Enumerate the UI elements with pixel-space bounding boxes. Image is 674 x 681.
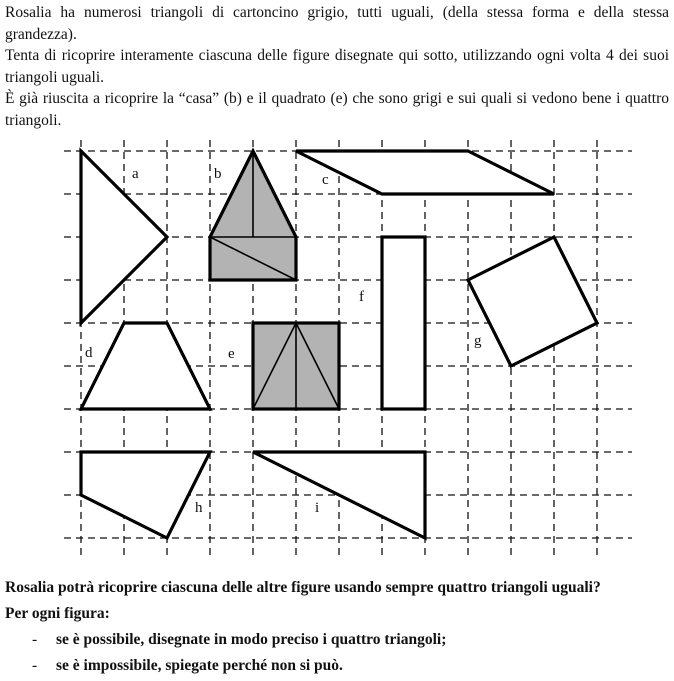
shape-f-rectangle	[382, 237, 425, 409]
label-h: h	[195, 500, 203, 516]
label-c: c	[322, 172, 329, 188]
intro-paragraph-3: È già riuscita a ricoprire la “casa” (b) e il quadrato (e) che sono grigi e sui quali si vedono bene i quattro triangoli.	[5, 90, 669, 129]
label-b: b	[214, 166, 222, 182]
label-d: d	[85, 345, 93, 361]
label-f: f	[359, 289, 364, 305]
label-e: e	[228, 346, 235, 362]
label-i: i	[315, 500, 320, 516]
bullet-dash: -	[32, 657, 38, 674]
intro-paragraph-2: Tenta di ricoprire interamente ciascuna delle figure disegnate qui sotto, utilizzando ogni volta 4 dei suoi triangoli uguali.	[5, 47, 669, 86]
bullet-possible	[32, 630, 446, 650]
bullet-impossible-text: se è impossibile, spiegate perché non si può.	[56, 657, 343, 674]
intro-text	[5, 2, 669, 132]
per-ogni-figura: Per ogni figura:	[5, 605, 110, 622]
bullet-impossible	[32, 656, 343, 676]
shape-g-square	[468, 237, 597, 366]
intro-paragraph-1: Rosalia ha numerosi triangoli di cartoncino grigio, tutti uguali, (della stessa forma e della stessa grandezza).	[5, 4, 669, 43]
bullet-possible-text: se è possibile, disegnate in modo preciso i quattro triangoli;	[56, 631, 447, 648]
label-a: a	[132, 166, 139, 182]
question-text: Rosalia potrà ricoprire ciascuna delle altre figure usando sempre quattro triangoli uguali?	[5, 579, 601, 596]
geometry-figure	[0, 130, 674, 570]
shape-c-parallelogram	[296, 151, 554, 194]
label-g: g	[474, 333, 482, 349]
bullet-dash: -	[32, 631, 38, 648]
